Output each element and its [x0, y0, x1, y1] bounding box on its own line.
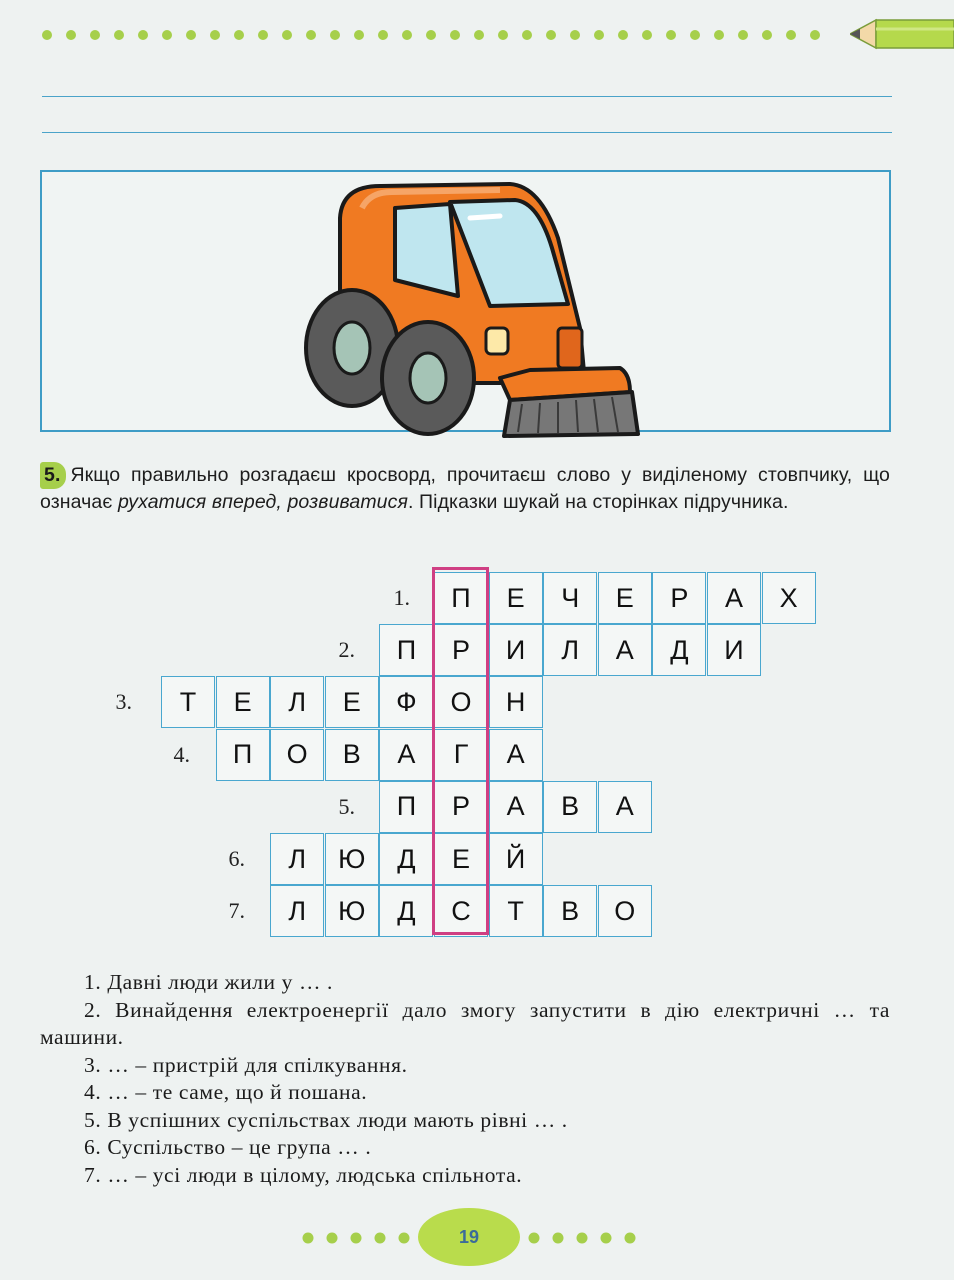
clue-number: 2. — [84, 997, 102, 1022]
crossword-cell[interactable]: А — [707, 572, 761, 624]
crossword-cell[interactable]: Л — [270, 885, 324, 937]
crossword-cell[interactable]: П — [216, 729, 270, 781]
clue-number: 6. — [84, 1135, 102, 1159]
crossword-cell[interactable]: А — [489, 729, 543, 781]
crossword-cell[interactable]: А — [598, 781, 652, 833]
crossword-cell[interactable]: В — [325, 729, 379, 781]
crossword-key-cell[interactable]: Е — [434, 833, 488, 885]
crossword-row-number: 3. — [115, 689, 132, 715]
crossword-cell[interactable]: Ю — [325, 885, 379, 937]
crossword-cell[interactable]: Т — [161, 676, 215, 728]
clue-item — [40, 1107, 890, 1135]
clue-item — [40, 1134, 890, 1162]
crossword-cell[interactable]: В — [543, 885, 597, 937]
crossword-cell[interactable]: Ф — [379, 676, 433, 728]
crossword-row-number: 5. — [338, 793, 355, 819]
clue-number: 4. — [84, 1080, 102, 1104]
crossword-cell[interactable]: Т — [489, 885, 543, 937]
answer-line — [42, 132, 892, 133]
crossword-cell[interactable]: Д — [652, 624, 706, 676]
answer-line — [42, 96, 892, 97]
clue-item — [40, 1052, 890, 1080]
clue-item — [40, 1162, 890, 1190]
task-text-part: Якщо правильно розгадаєш кросворд, прочитаєш слово у виділеному стовпчику, що означає — [40, 464, 890, 513]
crossword-cell[interactable]: И — [489, 624, 543, 676]
crossword-cell[interactable]: П — [379, 624, 433, 676]
crossword-key-cell[interactable]: Р — [434, 624, 488, 676]
crossword-key-cell[interactable]: О — [434, 676, 488, 728]
clue-item — [40, 1079, 890, 1107]
clue-text: Суспільство – це група … . — [107, 1135, 372, 1159]
clue-text: Давні люди жили у … . — [107, 970, 333, 994]
task-text-italic: рухатися вперед, розвиватися — [117, 491, 408, 513]
crossword-cell[interactable]: Л — [543, 624, 597, 676]
clue-number: 5. — [84, 1107, 102, 1132]
crossword-cell[interactable]: Р — [652, 572, 706, 624]
crossword-cell[interactable]: А — [598, 624, 652, 676]
crossword-cell[interactable]: Й — [489, 833, 543, 885]
crossword-cell[interactable]: Н — [489, 676, 543, 728]
crossword-cell[interactable]: Л — [270, 833, 324, 885]
clue-text: Винайдення електроенергії дало змогу запустити в дію електричні … та машини. — [40, 997, 890, 1049]
clue-list — [40, 969, 890, 1189]
task-text-part: . Підказки шукай на сторінках підручника. — [407, 491, 789, 513]
clue-number: 3. — [84, 1052, 102, 1077]
crossword-cell[interactable]: Л — [270, 676, 324, 728]
clue-text: … – пристрій для спілкування. — [107, 1052, 408, 1077]
task-instruction — [40, 462, 890, 516]
crossword-cell[interactable]: Ю — [325, 833, 379, 885]
crossword-row-number: 7. — [228, 898, 245, 924]
crossword-row-number: 4. — [173, 741, 190, 767]
crossword-cell[interactable]: Е — [325, 676, 379, 728]
crossword-cell[interactable]: Е — [489, 572, 543, 624]
crossword-cell[interactable]: А — [379, 729, 433, 781]
crossword-cell[interactable]: О — [270, 729, 324, 781]
crossword-cell[interactable]: В — [543, 781, 597, 833]
crossword-key-cell[interactable]: П — [434, 572, 488, 624]
crossword-cell[interactable]: И — [707, 624, 761, 676]
clue-item — [40, 969, 890, 997]
crossword-cell[interactable]: Д — [379, 833, 433, 885]
crossword-cell[interactable]: П — [379, 781, 433, 833]
crossword-cell[interactable]: Е — [598, 572, 652, 624]
street-sweeper-illustration — [300, 178, 650, 440]
crossword-cell[interactable]: Ч — [543, 572, 597, 624]
task-number-badge: 5. — [40, 462, 66, 489]
crossword-row-number: 2. — [338, 637, 355, 663]
clue-number: 1. — [84, 970, 102, 994]
top-dots-decoration — [40, 28, 840, 42]
clue-text: В успішних суспільствах люди мають рівні … . — [107, 1107, 568, 1132]
crossword-cell[interactable]: А — [489, 781, 543, 833]
clue-item — [40, 997, 890, 1052]
crossword-row-number: 1. — [393, 585, 410, 610]
pencil-icon — [850, 14, 954, 54]
crossword-key-cell[interactable]: Г — [434, 729, 488, 781]
crossword-cell[interactable]: Д — [379, 885, 433, 937]
clue-number: 7. — [84, 1162, 102, 1187]
clue-text: … – усі люди в цілому, людська спільнота. — [107, 1162, 523, 1187]
page-number: 19 — [418, 1208, 520, 1266]
crossword-cell[interactable]: Е — [216, 676, 270, 728]
clue-text: … – те саме, що й пошана. — [107, 1080, 368, 1104]
crossword-cell[interactable]: Х — [762, 572, 816, 624]
crossword-row-number: 6. — [228, 846, 245, 871]
crossword-key-cell[interactable]: Р — [434, 781, 488, 833]
crossword-cell[interactable]: О — [598, 885, 652, 937]
crossword-key-cell[interactable]: С — [434, 885, 488, 937]
